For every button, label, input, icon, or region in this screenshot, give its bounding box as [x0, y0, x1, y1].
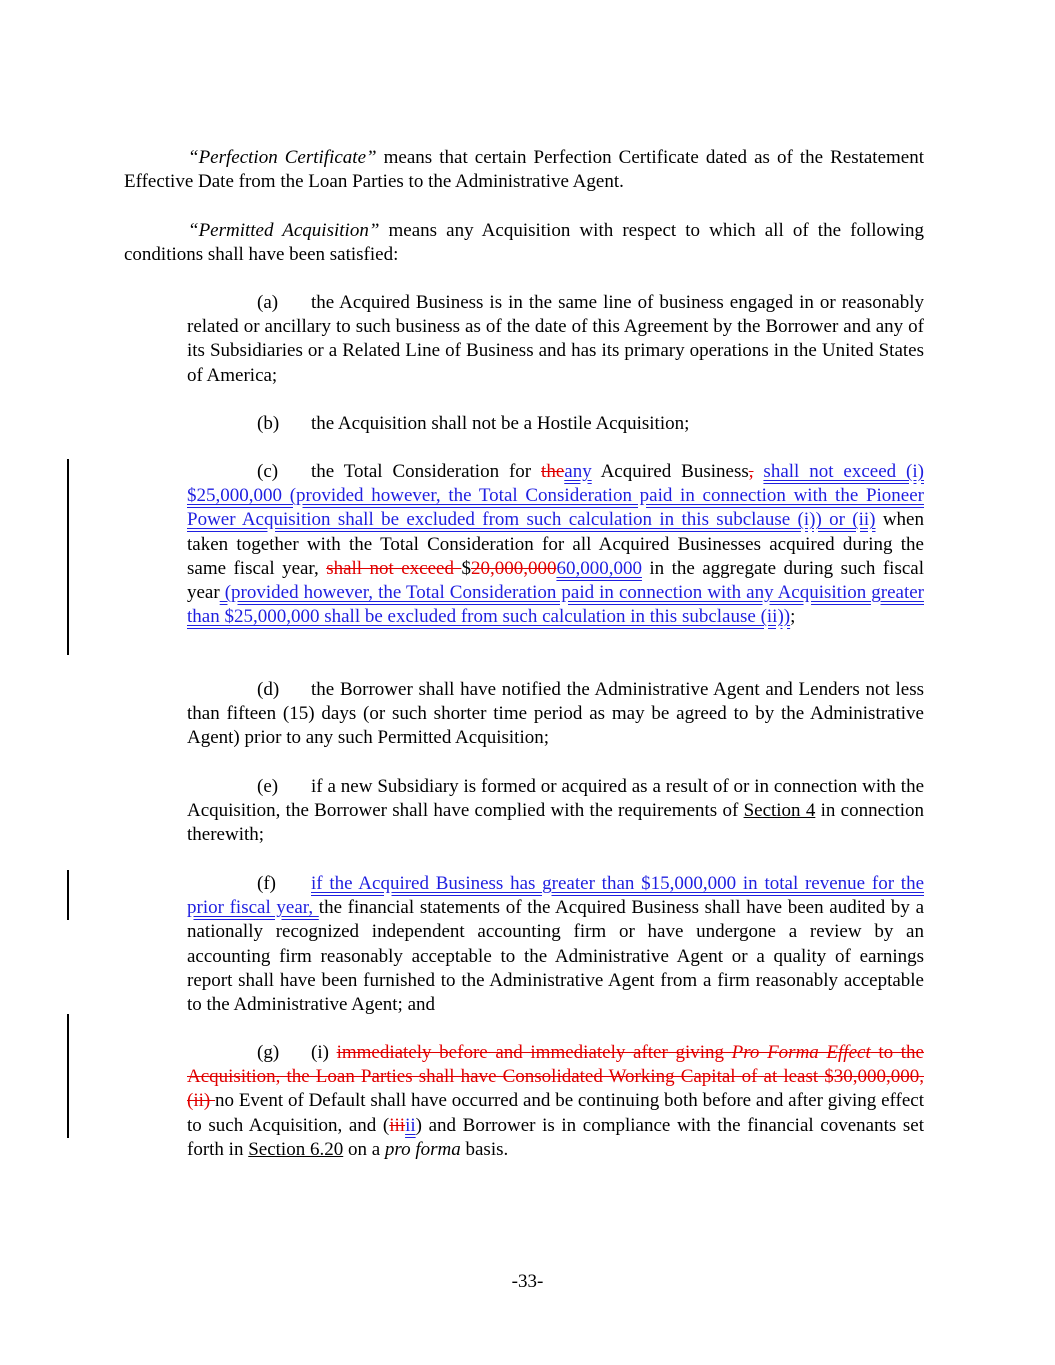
item-text: $ — [461, 557, 471, 579]
definition-text: means any Acquisition with respect to which all of the following conditions shall have been satisfied: — [124, 220, 925, 266]
item-text: when taken together with the Total Consideration for all Acquired Businesses acquired during the same fiscal year, — [187, 509, 924, 579]
item-label: (d) — [257, 679, 280, 700]
deleted-text: immediately before and immediately after giving — [336, 1042, 732, 1063]
item-text: basis. — [460, 1138, 509, 1160]
item-text: ; — [790, 606, 796, 628]
item-text: no Event of Default shall have occurred and be continuing both before and after giving effect to such Acquisition, and ( — [187, 1090, 924, 1136]
deleted-text: 20,000,000 — [470, 557, 557, 579]
item-text: the Borrower shall have notified the Administrative Agent and Lenders not less than fifteen (15) days (or such shorter time period as may be agreed to by the Administrative Agent) prior to any such Permitted Acquisition; — [187, 679, 924, 749]
condition-g — [187, 1041, 924, 1162]
deleted-text: to the Acquisition, the Loan Parties shall have Consolidated Working Capital of at least $30,000,000, (ii) — [187, 1042, 924, 1112]
deleted-text: the — [541, 461, 565, 482]
deleted-text: iii — [389, 1114, 406, 1136]
inserted-text: any — [564, 461, 592, 482]
inserted-text: (provided however, the Total Consideration paid in connection with any Acquisition greater than $25,000,000 shall be excluded from such calculation in this subclause (ii)) — [187, 582, 924, 628]
item-label: (c) — [257, 461, 279, 482]
section-reference-link[interactable]: Section 4 — [743, 800, 816, 822]
item-text — [754, 461, 764, 482]
section-reference-link[interactable]: Section 6.20 — [248, 1138, 344, 1160]
item-label: (f) — [257, 873, 276, 894]
item-text: (i) — [311, 1042, 337, 1063]
condition-d — [187, 678, 924, 751]
item-label: (a) — [257, 292, 279, 313]
definition-permitted-acquisition — [124, 219, 924, 267]
definition-text: means that certain Perfection Certificate dated as of the Restatement Effective Date from the Loan Parties to the Administrative Agent. — [124, 147, 924, 193]
inserted-text: shall not exceed (i) $25,000,000 (provided however, the Total Consideration paid in connection with the Pioneer Power Acquisition shall be excluded from such calculation in this subclause (i)) or (ii) — [187, 461, 924, 531]
item-text: if a new Subsidiary is formed or acquired as a result of or in connection with the Acquisition, the Borrower shall have complied with the requirements of — [187, 776, 924, 822]
item-text: ) and Borrower is in compliance with the financial covenants set forth in — [187, 1114, 925, 1160]
item-label: (b) — [257, 413, 280, 434]
condition-e — [187, 775, 924, 848]
item-label: (e) — [257, 776, 279, 797]
item-label: (g) — [257, 1042, 280, 1063]
change-bar-c — [67, 459, 69, 655]
definition-perfection-certificate — [124, 146, 924, 194]
inserted-text: ii — [405, 1114, 416, 1136]
condition-b — [187, 412, 924, 436]
item-text: in connection therewith; — [187, 800, 924, 846]
item-text: the financial statements of the Acquired Business shall have been audited by a nationally recognized independent accounting firm or have undergone a review by an accounting firm reasonably acceptable to the Administrative Agent or a quality of earnings report shall have been furnished to the Administrative Agent from a firm reasonably acceptable to the Administrative Agent; and — [187, 897, 924, 1016]
condition-c — [187, 460, 924, 629]
change-bar-f — [67, 870, 69, 920]
item-text: the Total Consideration for — [311, 461, 542, 482]
condition-f — [187, 872, 924, 1017]
item-text: on a — [343, 1138, 385, 1160]
inserted-text: if the Acquired Business has greater than $15,000,000 in total revenue for the prior fiscal year, — [187, 873, 924, 919]
item-text: Acquired Business — [591, 461, 749, 482]
item-text: the Acquired Business is in the same line of business engaged in or reasonably related or ancillary to such business as of the date of this Agreement by the Borrower and any of its Subsidiaries or a Related Line of Business and has its primary operations in the United States of America; — [187, 292, 924, 386]
defined-term: “Permitted Acquisition” — [188, 220, 380, 241]
page-number: -33- — [511, 1271, 544, 1292]
deleted-text: shall not exceed — [326, 557, 462, 579]
item-text: the Acquisition shall not be a Hostile Acquisition; — [311, 413, 690, 434]
item-text: pro forma — [384, 1138, 461, 1160]
condition-a — [187, 291, 924, 388]
inserted-text: 60,000,000 — [556, 557, 642, 579]
change-bar-g — [67, 1014, 69, 1138]
defined-term: “Perfection Certificate” — [188, 147, 377, 168]
deleted-text: , — [748, 461, 754, 482]
item-text: in the aggregate during such fiscal year — [187, 557, 924, 604]
deleted-text: Pro Forma Effect — [731, 1042, 871, 1063]
